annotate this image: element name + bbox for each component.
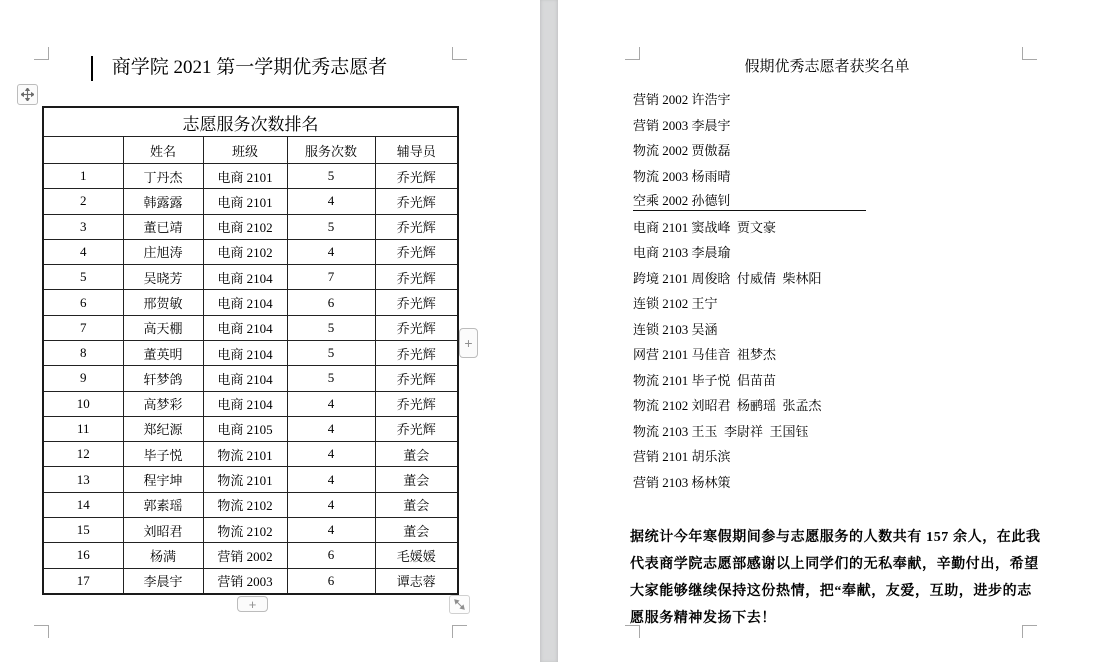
column-header-counselor[interactable]: 辅导员	[375, 137, 458, 164]
table-cell[interactable]: 乔光辉	[375, 315, 458, 340]
table-row	[43, 214, 458, 239]
table-cell[interactable]: 物流 2101	[203, 467, 287, 492]
table-cell[interactable]: 电商 2104	[203, 315, 287, 340]
award-entry-text: 网营 2101 马佳音 祖梦杰	[633, 347, 777, 363]
table-cell[interactable]: 13	[43, 467, 123, 492]
table-row	[43, 416, 458, 441]
award-entry-text: 营销 2101 胡乐滨	[633, 449, 731, 465]
table-row	[43, 543, 458, 568]
add-column-button[interactable]	[459, 328, 478, 358]
column-header-rank[interactable]	[43, 137, 123, 164]
table-cell[interactable]: 庄旭涛	[123, 239, 203, 264]
table-cell[interactable]: 乔光辉	[375, 214, 458, 239]
column-header-count[interactable]: 服务次数	[287, 137, 375, 164]
award-list-item[interactable]	[633, 443, 1027, 469]
table-row	[43, 265, 458, 290]
award-list-item[interactable]	[633, 112, 1027, 138]
table-cell[interactable]: 3	[43, 214, 123, 239]
table-cell[interactable]: 4	[287, 416, 375, 441]
award-list-item[interactable]	[633, 239, 1027, 265]
award-entry-text: 连锁 2103 吴涵	[633, 321, 718, 337]
table-cell[interactable]: 物流 2102	[203, 492, 287, 517]
table-cell[interactable]: 5	[287, 164, 375, 189]
table-cell[interactable]: 电商 2101	[203, 189, 287, 214]
table-cell[interactable]: 电商 2101	[203, 164, 287, 189]
award-entry-text: 营销 2002 许浩宇	[633, 92, 731, 108]
table-cell[interactable]: 毕子悦	[123, 442, 203, 467]
table-cell[interactable]: 15	[43, 517, 123, 542]
table-header-row	[43, 137, 458, 164]
table-cell[interactable]: 4	[287, 239, 375, 264]
award-list-item[interactable]	[633, 469, 1027, 495]
table-cell[interactable]: 9	[43, 366, 123, 391]
service-table-body	[43, 107, 458, 594]
plus-icon: +	[248, 596, 257, 612]
table-row	[43, 239, 458, 264]
table-cell[interactable]: 5	[287, 315, 375, 340]
table-cell[interactable]: 4	[287, 517, 375, 542]
table-cell[interactable]: 韩露露	[123, 189, 203, 214]
table-cell[interactable]: 物流 2101	[203, 442, 287, 467]
award-entry-text: 物流 2003 杨雨晴	[633, 168, 731, 184]
table-cell[interactable]: 电商 2102	[203, 239, 287, 264]
table-cell[interactable]: 程宇坤	[123, 467, 203, 492]
table-cell[interactable]: 2	[43, 189, 123, 214]
table-row	[43, 290, 458, 315]
table-cell[interactable]: 7	[43, 315, 123, 340]
table-cell[interactable]: 吴晓芳	[123, 265, 203, 290]
table-cell[interactable]: 11	[43, 416, 123, 441]
table-cell[interactable]: 董已靖	[123, 214, 203, 239]
table-cell[interactable]: 乔光辉	[375, 366, 458, 391]
closing-line[interactable]: 大家能够继续保持这份热情，把“奉献，友爱，互助，进步的志	[630, 584, 1032, 599]
table-cell[interactable]: 6	[287, 543, 375, 568]
table-cell[interactable]: 17	[43, 568, 123, 594]
table-cell[interactable]: 郭素瑶	[123, 492, 203, 517]
table-cell[interactable]: 董会	[375, 467, 458, 492]
award-entry-text: 电商 2103 李晨瑜	[633, 245, 731, 261]
award-list-item[interactable]	[633, 214, 1027, 240]
table-caption-row	[43, 107, 458, 137]
table-row	[43, 442, 458, 467]
closing-line[interactable]: 据统计今年寒假期间参与志愿服务的人数共有 157 余人，在此我	[630, 530, 1041, 545]
table-cell[interactable]: 乔光辉	[375, 290, 458, 315]
table-cell[interactable]: 16	[43, 543, 123, 568]
volunteer-service-table	[42, 106, 459, 595]
table-cell[interactable]: 4	[287, 492, 375, 517]
table-cell[interactable]: 电商 2104	[203, 265, 287, 290]
table-cell[interactable]: 丁丹杰	[123, 164, 203, 189]
table-row	[43, 492, 458, 517]
margin-mark	[34, 625, 49, 638]
award-list-item[interactable]	[633, 341, 1027, 367]
table-cell[interactable]: 李晨宇	[123, 568, 203, 594]
margin-mark	[1022, 47, 1037, 60]
closing-line[interactable]: 代表商学院志愿部感谢以上同学们的无私奉献，辛勤付出，希望	[630, 557, 1039, 572]
table-cell[interactable]: 董会	[375, 517, 458, 542]
table-row	[43, 164, 458, 189]
table-row	[43, 189, 458, 214]
table-cell[interactable]: 4	[287, 467, 375, 492]
table-cell[interactable]: 12	[43, 442, 123, 467]
table-cell[interactable]: 电商 2104	[203, 340, 287, 365]
table-cell[interactable]: 郑纪源	[123, 416, 203, 441]
award-list-item[interactable]	[633, 137, 1027, 163]
award-list-item[interactable]	[633, 188, 1027, 214]
table-cell[interactable]: 7	[287, 265, 375, 290]
table-cell[interactable]: 营销 2002	[203, 543, 287, 568]
table-cell[interactable]: 14	[43, 492, 123, 517]
table-row	[43, 315, 458, 340]
table-cell[interactable]: 6	[287, 568, 375, 594]
table-cell[interactable]: 杨满	[123, 543, 203, 568]
table-move-handle[interactable]	[17, 84, 38, 105]
table-cell[interactable]: 高天棚	[123, 315, 203, 340]
table-cell[interactable]: 乔光辉	[375, 340, 458, 365]
table-cell[interactable]: 8	[43, 340, 123, 365]
table-row	[43, 366, 458, 391]
table-row	[43, 467, 458, 492]
table-cell[interactable]: 10	[43, 391, 123, 416]
award-list-item[interactable]	[633, 265, 1027, 291]
table-row	[43, 568, 458, 594]
table-row	[43, 340, 458, 365]
award-list-item[interactable]	[633, 367, 1027, 393]
table-cell[interactable]: 董会	[375, 492, 458, 517]
award-entry-text: 营销 2103 杨林策	[633, 474, 731, 490]
table-cell[interactable]: 6	[287, 290, 375, 315]
table-cell[interactable]: 高梦彩	[123, 391, 203, 416]
table-cell[interactable]: 电商 2102	[203, 214, 287, 239]
award-entry-text: 营销 2003 李晨宇	[633, 117, 731, 133]
table-cell[interactable]: 乔光辉	[375, 164, 458, 189]
award-entry-text: 物流 2002 贾傲磊	[633, 143, 731, 159]
add-row-button[interactable]	[237, 596, 268, 612]
column-header-class[interactable]: 班级	[203, 137, 287, 164]
table-row	[43, 517, 458, 542]
table-row	[43, 391, 458, 416]
table-cell[interactable]: 董英明	[123, 340, 203, 365]
column-header-name[interactable]: 姓名	[123, 137, 203, 164]
table-cell[interactable]: 乔光辉	[375, 391, 458, 416]
table-cell[interactable]: 电商 2104	[203, 366, 287, 391]
diagonal-resize-icon	[453, 598, 466, 611]
table-cell[interactable]: 邢贺敏	[123, 290, 203, 315]
award-entry-text: 物流 2103 王玉 李尉祥 王国钰	[633, 423, 809, 439]
table-cell[interactable]: 营销 2003	[203, 568, 287, 594]
margin-mark	[452, 625, 467, 638]
table-caption[interactable]: 志愿服务次数排名	[43, 107, 458, 137]
table-cell[interactable]: 4	[287, 391, 375, 416]
table-cell[interactable]: 乔光辉	[375, 416, 458, 441]
move-icon	[21, 88, 34, 101]
award-entry-text: 跨境 2101 周俊晗 付威倩 柴林阳	[633, 270, 822, 286]
page1-title[interactable]: 商学院 2021 第一学期优秀志愿者	[111, 57, 388, 78]
table-cell[interactable]: 刘昭君	[123, 517, 203, 542]
table-resize-handle[interactable]	[449, 595, 470, 614]
table-cell[interactable]: 5	[287, 366, 375, 391]
award-entry-text: 物流 2102 刘昭君 杨鹂瑶 张孟杰	[633, 398, 822, 414]
page-gap	[540, 0, 558, 662]
table-cell[interactable]: 董会	[375, 442, 458, 467]
table-cell[interactable]: 乔光辉	[375, 265, 458, 290]
table-cell[interactable]: 物流 2102	[203, 517, 287, 542]
award-list-item[interactable]	[633, 86, 1027, 112]
table-cell[interactable]: 电商 2104	[203, 391, 287, 416]
table-cell[interactable]: 6	[43, 290, 123, 315]
award-list-item[interactable]	[633, 163, 1027, 189]
award-entry-text: 物流 2101 毕子悦 侣苗苗	[633, 372, 777, 388]
table-cell[interactable]: 毛媛媛	[375, 543, 458, 568]
table-cell[interactable]: 4	[43, 239, 123, 264]
closing-line[interactable]: 愿服务精神发扬下去！	[630, 611, 776, 626]
table-cell[interactable]: 5	[287, 340, 375, 365]
table-cell[interactable]: 5	[43, 265, 123, 290]
table-cell[interactable]: 轩梦鸽	[123, 366, 203, 391]
table-cell[interactable]: 乔光辉	[375, 189, 458, 214]
table-cell[interactable]: 电商 2104	[203, 290, 287, 315]
table-cell[interactable]: 谭志蓉	[375, 568, 458, 594]
closing-paragraph	[630, 524, 1041, 632]
award-list-item[interactable]	[633, 392, 1027, 418]
award-list-item[interactable]	[633, 418, 1027, 444]
award-list-item[interactable]	[633, 290, 1027, 316]
table-cell[interactable]: 5	[287, 214, 375, 239]
award-list-item[interactable]	[633, 316, 1027, 342]
page2-title[interactable]: 假期优秀志愿者获奖名单	[744, 59, 910, 75]
table-cell[interactable]: 4	[287, 442, 375, 467]
table-cell[interactable]: 电商 2105	[203, 416, 287, 441]
plus-icon: +	[464, 335, 473, 351]
award-entry-text: 连锁 2102 王宁	[633, 296, 718, 312]
table-cell[interactable]: 乔光辉	[375, 239, 458, 264]
table-cell[interactable]: 1	[43, 164, 123, 189]
table-cell[interactable]: 4	[287, 189, 375, 214]
award-list	[633, 86, 1027, 494]
award-entry-text: 电商 2101 窦战峰 贾文豪	[633, 219, 777, 235]
award-entry-text: 空乘 2002 孙德钊	[633, 190, 866, 211]
